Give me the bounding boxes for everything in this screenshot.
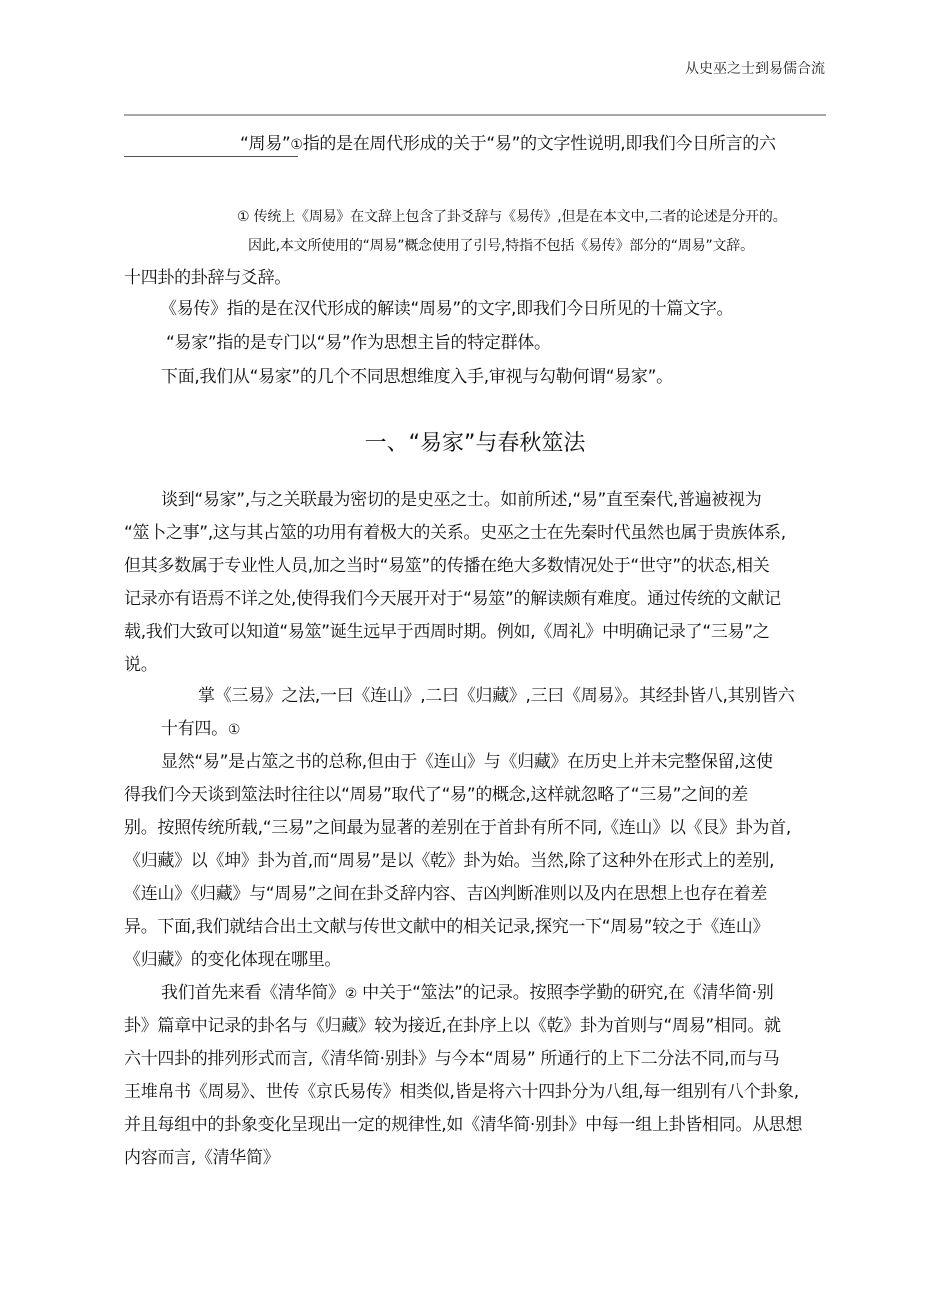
footnote-1-line-2: 因此,本文所使用的“周易”概念使用了引号,特指不包括《易传》部分的“周易”文辞。 — [248, 238, 754, 254]
para3-line: 内容而言,《清华简》 — [124, 1148, 280, 1168]
intro-line-1 — [240, 134, 776, 155]
para2-line: 别。按照传统所载,“三易”之间最为显著的差别在于首卦有所不同,《连山》以《艮》卦为首, — [124, 818, 791, 838]
intro-paragraph-yijia: “易家”指的是专门以“易”作为思想主旨的特定群体。 — [166, 333, 551, 353]
para1-line: “筮卜之事”,这与其占筮的功用有着极大的关系。史巫之士在先秦时代虽然也属于贵族体系, — [124, 523, 786, 543]
para1-line: 但其多数属于专业性人员,加之当时“易筮”的传播在绝大多数情况处于“世守”的状态,相关 — [124, 556, 770, 576]
intro-line-1-continued: 十四卦的卦辞与爻辞。 — [124, 268, 291, 288]
para2-line: 《归藏》以《坤》卦为首,而“周易”是以《乾》卦为始。当然,除了这种外在形式上的差别, — [124, 851, 775, 871]
para1-line: 谈到“易家”,与之关联最为密切的是史巫之士。如前所述,“易”直至秦代,普遍被视为 — [161, 490, 762, 510]
footnote-1-line-1: ① 传统上《周易》在文辞上包含了卦爻辞与《易传》,但是在本文中,二者的论述是分开的。 — [237, 209, 787, 225]
quote-line-2: 十有四。① — [161, 719, 241, 739]
intro-paragraph-method: 下面,我们从“易家”的几个不同思想维度入手,审视与勾勒何谓“易家”。 — [161, 367, 673, 387]
para2-line: 异。下面,我们就结合出土文献与传世文献中的相关记录,探究一下“周易”较之于《连山》 — [124, 917, 770, 937]
footnote-ref-quote[interactable]: ① — [227, 722, 241, 738]
footnote-ref-2[interactable]: ② — [344, 986, 357, 1002]
para2-line: 《归藏》的变化体现在哪里。 — [124, 950, 342, 970]
header-divider — [124, 114, 826, 116]
section-heading: 一、“易家”与春秋筮法 — [364, 431, 586, 456]
para2-line: 《连山》《归藏》与“周易”之间在卦爻辞内容、吉凶判断准则以及内在思想上也存在着差 — [124, 884, 768, 904]
para1-line: 记录亦有语焉不详之处,使得我们今天展开对于“易筮”的解读颇有难度。通过传统的文献记 — [124, 589, 781, 609]
para2-line: 得我们今天谈到筮法时往往以“周易”取代了“易”的概念,这样就忽略了“三易”之间的差 — [124, 785, 748, 805]
zhouyi-term: “周易” — [240, 134, 291, 154]
para3-line-1: 我们首先来看《清华简》② 中关于“筮法”的记录。按照李学勤的研究,在《清华简·别 — [161, 983, 774, 1003]
para3-line: 六十四卦的排列形式而言,《清华简·别卦》与今本“周易” 所通行的上下二分法不同,而与马 — [124, 1049, 780, 1069]
para1-line: 载,我们大致可以知道“易筮”诞生远早于西周时期。例如,《周礼》中明确记录了“三易”之 — [124, 622, 770, 642]
footnote-mark: ① — [237, 209, 250, 225]
running-header: 从史巫之士到易儒合流 — [685, 61, 825, 77]
para3-line: 并且每组中的卦象变化呈现出一定的规律性,如《清华简·别卦》中每一组上卦皆相同。从思想 — [124, 1115, 803, 1135]
intro-line-1-text: 指的是在周代形成的关于“易”的文字性说明,即我们今日所言的六 — [302, 134, 776, 154]
quote-line: 掌《三易》之法,一曰《连山》,二曰《归藏》,三曰《周易》。其经卦皆八,其别皆六 — [198, 686, 795, 706]
footnote-separator — [124, 156, 298, 157]
para3-line: 卦》篇章中记录的卦名与《归藏》较为接近,在卦序上以《乾》卦为首则与“周易”相同。就 — [124, 1016, 781, 1036]
para1-line: 说。 — [124, 655, 158, 675]
para2-line: 显然“易”是占筮之书的总称,但由于《连山》与《归藏》在历史上并未完整保留,这使 — [161, 752, 773, 772]
footnote-ref-1[interactable]: ① — [290, 137, 303, 153]
para3-line: 王堆帛书《周易》、世传《京氏易传》相类似,皆是将六十四卦分为八组,每一组别有八个卦象, — [124, 1082, 799, 1102]
intro-paragraph-yizhuan: 《易传》指的是在汉代形成的解读“周易”的文字,即我们今日所见的十篇文字。 — [160, 299, 734, 319]
